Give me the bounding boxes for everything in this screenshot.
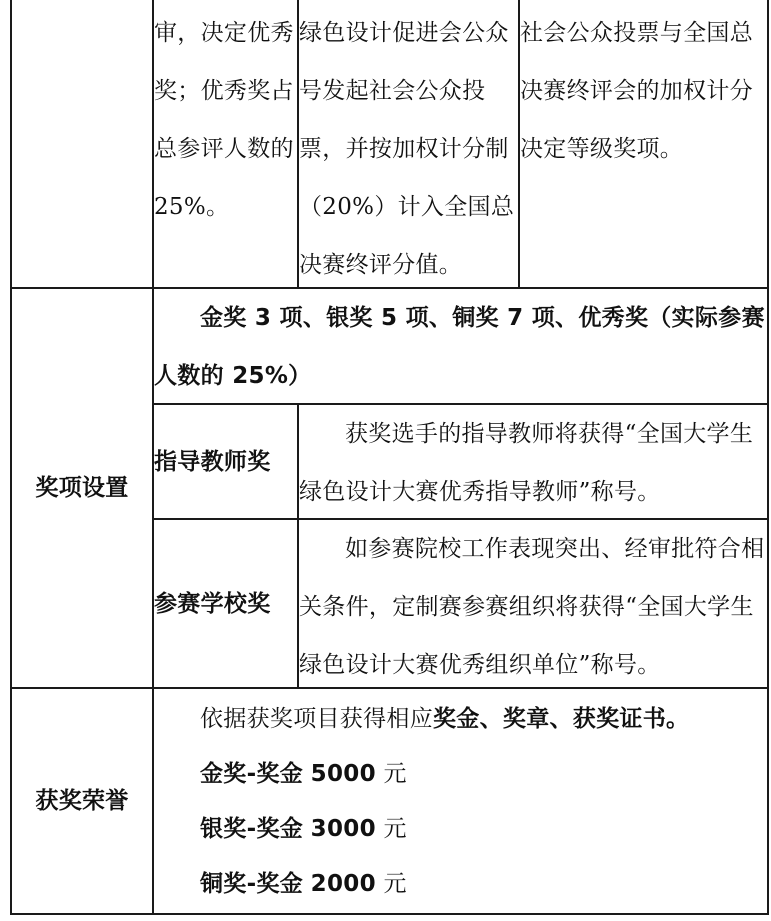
teacher-award-label: 指导教师奖: [154, 448, 271, 475]
top-row-col4: 社会公众投票与全国总决赛终评会的加权计分决定等级奖项。: [520, 20, 753, 162]
prize-bronze: 铜奖-奖金 2000 元: [200, 871, 407, 897]
school-award-text: 如参赛院校工作表现突出、经审批符合相关条件，定制赛参赛组织将获得“全国大学生绿色设计大赛优秀组织单位”称号。: [299, 536, 765, 678]
honors-intro: 依据获奖项目获得相应奖金、奖章、获奖证书。: [200, 706, 690, 732]
teacher-award-text: 获奖选手的指导教师将获得“全国大学生绿色设计大赛优秀指导教师”称号。: [299, 421, 754, 505]
honors-content: [154, 692, 766, 913]
table-right-border: [767, 0, 769, 915]
prize-gold: 金奖-奖金 5000 元: [200, 761, 407, 787]
prize-silver: 银奖-奖金 3000 元: [200, 816, 407, 842]
awards-section-label: 奖项设置: [35, 475, 129, 501]
honors-section-label: 获奖荣誉: [35, 788, 129, 814]
table-bottom-border: [10, 913, 769, 915]
awards-summary: 金奖 3 项、银奖 5 项、铜奖 7 项、优秀奖（实际参赛人数的 25%）: [154, 305, 765, 389]
top-row-col2: 审，决定优秀奖；优秀奖占总参评人数的 25%。: [154, 20, 294, 220]
top-row-col3: 绿色设计促进会公众号发起社会公众投票，并按加权计分制（20%）计入全国总决赛终评分值。: [299, 20, 515, 278]
school-award-label: 参赛学校奖: [154, 590, 271, 617]
